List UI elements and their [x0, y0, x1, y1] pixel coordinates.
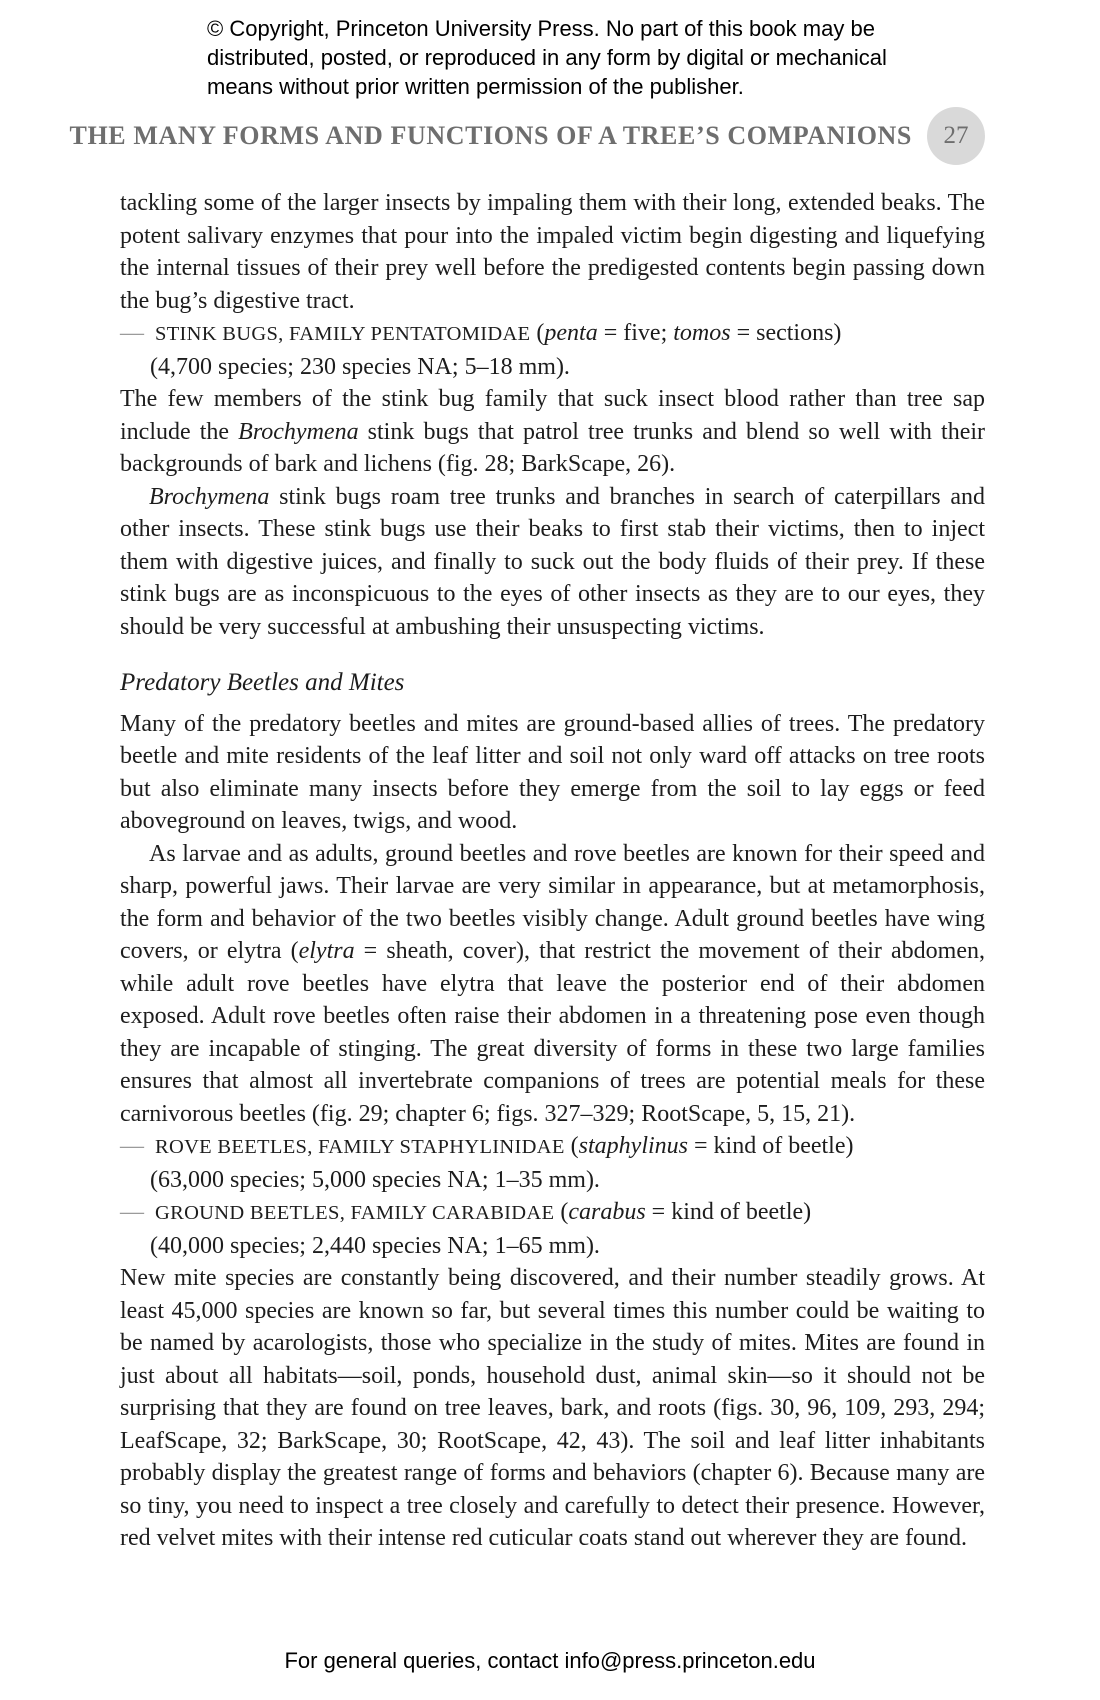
taxon-entry-title [120, 1196, 985, 1230]
taxon-entry-name: STINK BUGS, FAMILY PENTATOMIDAE (penta = five; tomos = sections) [155, 320, 842, 346]
taxon-entry-stats: (63,000 species; 5,000 species NA; 1–35 mm). [150, 1166, 600, 1193]
paragraph-intro-continuation: tackling some of the larger insects by impaling them with their long, extended beaks. The potent salivary enzymes that pour into the impaled victim begin digesting and liquefying the internal tissues of their prey well before the predigested contents begin passing down the bug’s digestive tract. [120, 190, 985, 314]
entry-dash: — [120, 1199, 144, 1225]
footer-contact: For general queries, contact info@press.princeton.edu [284, 1648, 816, 1673]
copyright-line: means without prior written permission of the publisher. [207, 74, 744, 99]
taxon-entry-title [120, 317, 985, 351]
taxon-entry-stink-bugs [120, 317, 985, 383]
section-heading-predatory-beetles: Predatory Beetles and Mites [120, 669, 405, 696]
paragraph-brochymena: Brochymena stink bugs roam tree trunks and branches in search of caterpillars and other insects. These stink bugs use their beaks to first stab their victims, then to inject them with digestive juices, and finally to suck out the body fluids of their prey. If these stink bugs are as inconspicuous to the eyes of other insects as they are to our eyes, they should be very successful at ambushing their unsuspecting victims. [120, 483, 985, 640]
copyright-notice [0, 0, 1100, 101]
paragraph-many-predatory: Many of the predatory beetles and mites are ground-based allies of trees. The predatory beetle and mite residents of the leaf litter and soil not only ward off attacks on tree roots but also eliminate many insects before they emerge from the soil to lay eggs or feed aboveground on leaves, twigs, and wood. [120, 710, 985, 834]
taxon-entry-ground-beetles [120, 1196, 985, 1262]
taxon-entry-rove-beetles [120, 1130, 985, 1196]
copyright-line: distributed, posted, or reproduced in any form by digital or mechanical [207, 45, 887, 70]
paragraph-new-mites: New mite species are constantly being discovered, and their number steadily grows. At least 45,000 species are known so far, but several times this number could be waiting to be named by acarologists, those who specialize in the study of mites. Mites are found in just about all habitats—soil, ponds, household dust, animal skin—so it should not be surprising that they are found on tree leaves, bark, and roots (figs. 30, 96, 109, 293, 294; LeafScape, 32; BarkScape, 30; RootScape, 42, 43). The soil and leaf litter inhabitants probably display the greatest range of forms and behaviors (chapter 6). Because many are so tiny, you need to inspect a tree closely and carefully to detect their presence. However, red velvet mites with their intense red cuticular coats stand out wherever they are found. [120, 1265, 985, 1551]
page-number-badge [927, 107, 985, 165]
paragraph-few-members: The few members of the stink bug family that suck insect blood rather than tree sap include the Brochymena stink bugs that patrol tree trunks and blend so well with their backgrounds of bark and lichens (fig. 28; BarkScape, 26). [120, 386, 986, 477]
entry-dash: — [120, 320, 144, 346]
taxon-entry-name: GROUND BEETLES, FAMILY CARABIDAE (carabus = kind of beetle) [155, 1199, 812, 1225]
taxon-entry-title [120, 1130, 985, 1164]
entry-dash: — [120, 1133, 144, 1159]
running-header [69, 107, 985, 165]
chapter-running-title: THE MANY FORMS AND FUNCTIONS OF A TREE’S COMPANIONS [69, 121, 912, 150]
body-text [120, 187, 985, 1555]
taxon-entry-name: ROVE BEETLES, FAMILY STAPHYLINIDAE (staphylinus = kind of beetle) [155, 1133, 854, 1159]
copyright-line: © Copyright, Princeton University Press. No part of this book may be [207, 16, 875, 41]
taxon-entry-stats: (4,700 species; 230 species NA; 5–18 mm). [150, 353, 570, 380]
taxon-entry-stats: (40,000 species; 2,440 species NA; 1–65 mm). [150, 1232, 600, 1259]
paragraph-larvae-adults: As larvae and as adults, ground beetles and rove beetles are known for their speed and sharp, powerful jaws. Their larvae are very similar in appearance, but at metamorphosis, the form and behavior of the two beetles visibly change. Adult ground beetles have wing covers, or elytra (elytra = sheath, cover), that restrict the movement of their abdomen, while adult rove beetles have elytra that leave the posterior end of their abdomen exposed. Adult rove beetles often raise their abdomen in a threatening pose even though they are incapable of stinging. The great diversity of forms in these two large families ensures that almost all invertebrate companions of trees are potential meals for these carnivorous beetles (fig. 29; chapter 6; figs. 327–329; RootScape, 5, 15, 21). [120, 840, 985, 1127]
page-number: 27 [943, 122, 969, 149]
